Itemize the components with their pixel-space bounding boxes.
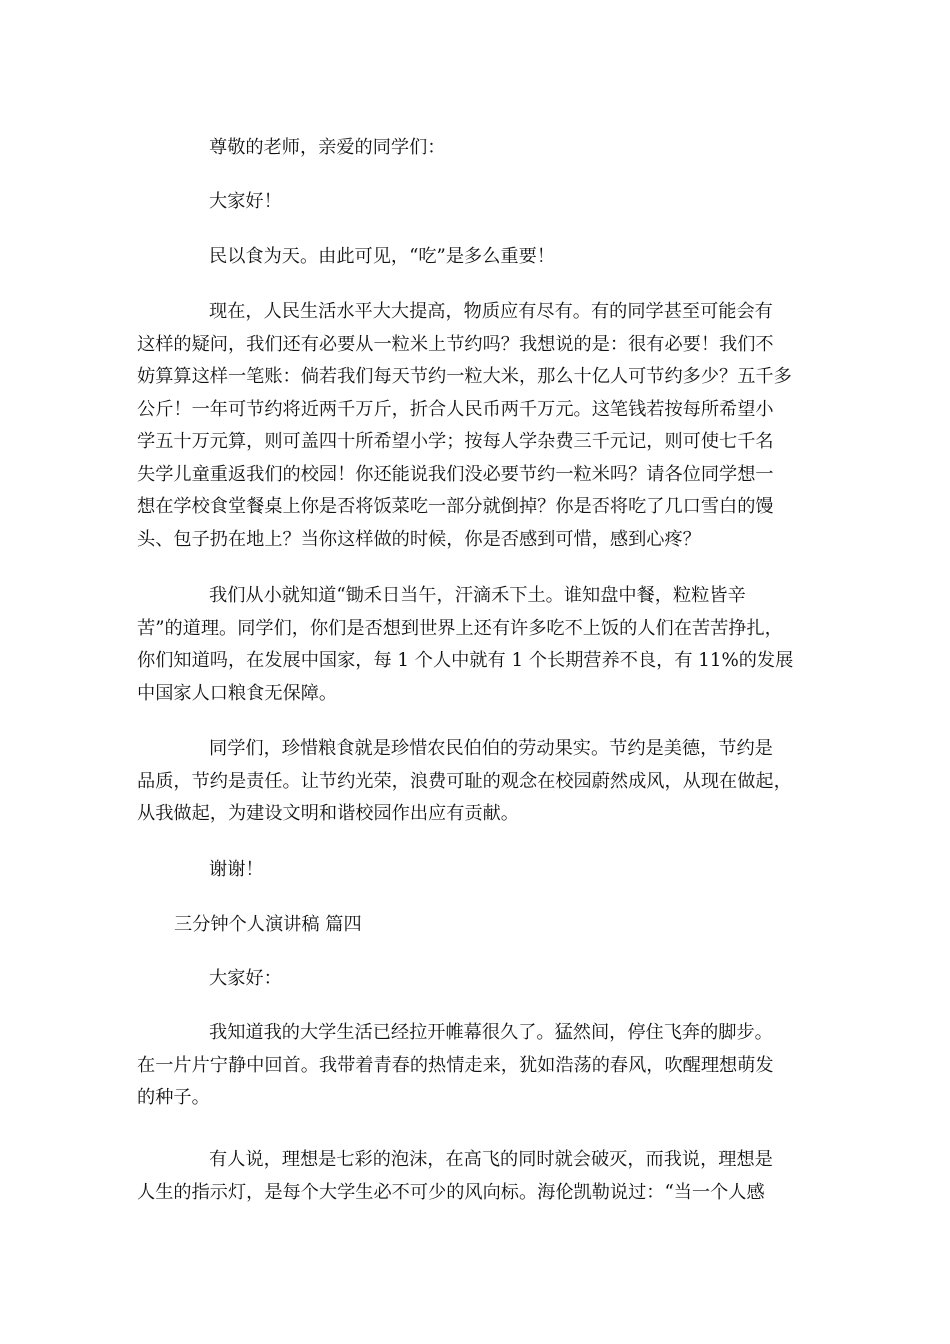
hello-line: 大家好！ xyxy=(209,191,282,212)
paragraph-line: 失学儿童重返我们的校园！你还能说我们没必要节约一粒米吗？请各位同学想一 xyxy=(137,463,774,485)
greeting xyxy=(137,132,827,165)
paragraph-line: 品质，节约是责任。让节约光荣，浪费可耻的观念在校园蔚然成风，从现在做起， xyxy=(137,770,792,792)
paragraph-5 xyxy=(137,1144,827,1209)
section-title: 三分钟个人演讲稿 篇四 xyxy=(174,914,362,935)
paragraph-line: 从我做起，为建设文明和谐校园作出应有贡献。 xyxy=(137,803,519,824)
paragraph-line: 现在，人民生活水平大大提高，物质应有尽有。有的同学甚至可能会有 xyxy=(209,301,773,322)
paragraph-3 xyxy=(137,733,827,831)
paragraph-2 xyxy=(137,580,827,710)
paragraph-line: 在一片片宁静中回首。我带着青春的热情走来，犹如浩荡的春风，吹醒理想萌发 xyxy=(137,1054,774,1076)
hello xyxy=(137,186,827,219)
greeting-line: 尊敬的老师，亲爱的同学们： xyxy=(209,137,446,158)
paragraph-line: 我们从小就知道“锄禾日当午，汗滴禾下土。谁知盘中餐，粒粒皆辛 xyxy=(209,585,746,606)
intro-paragraph xyxy=(137,241,827,274)
thanks-line: 谢谢！ xyxy=(209,859,264,880)
paragraph-line: 同学们，珍惜粮食就是珍惜农民伯伯的劳动果实。节约是美德，节约是 xyxy=(209,738,773,759)
paragraph-line: 头、包子扔在地上？当你这样做的时候，你是否感到可惜，感到心疼？ xyxy=(137,528,701,550)
paragraph-line: 你们知道吗，在发展中国家，每 1 个人中就有 1 个长期营养不良，有 11%的发展 xyxy=(137,650,794,671)
hello-line: 大家好： xyxy=(209,968,282,989)
intro-line: 民以食为天。由此可见，“吃”是多么重要！ xyxy=(209,246,555,267)
paragraph-line: 中国家人口粮食无保障。 xyxy=(137,682,338,704)
paragraph-line: 学五十万元算，则可盖四十所希望小学；按每人学杂费三千元记，则可使七千名 xyxy=(137,431,774,452)
paragraph-4 xyxy=(137,1017,827,1115)
thanks xyxy=(137,854,827,887)
paragraph-line: 妨算算这样一笔账：倘若我们每天节约一粒大米，那么十亿人可节约多少？五千多 xyxy=(137,366,792,387)
paragraph-line: 有人说，理想是七彩的泡沫，在高飞的同时就会破灭，而我说，理想是 xyxy=(209,1149,773,1170)
paragraph-line: 这样的疑问，我们还有必要从一粒米上节约吗？我想说的是：很有必要！我们不 xyxy=(137,333,774,355)
paragraph-line: 苦”的道理。同学们，你们是否想到世界上还有许多吃不上饭的人们在苦苦挣扎， xyxy=(137,617,783,639)
hello-2 xyxy=(137,963,827,996)
paragraph-line: 想在学校食堂餐桌上你是否将饭菜吃一部分就倒掉？你是否将吃了几口雪白的馒 xyxy=(137,496,774,517)
paragraph-line: 的种子。 xyxy=(137,1087,210,1108)
paragraph-line: 我知道我的大学生活已经拉开帷幕很久了。猛然间，停住飞奔的脚步。 xyxy=(209,1022,773,1043)
paragraph-1 xyxy=(137,296,827,556)
paragraph-line: 人生的指示灯，是每个大学生必不可少的风向标。海伦凯勒说过：“当一个人感 xyxy=(137,1181,765,1203)
paragraph-line: 公斤！一年可节约将近两千万斤，折合人民币两千万元。这笔钱若按每所希望小 xyxy=(137,398,774,420)
